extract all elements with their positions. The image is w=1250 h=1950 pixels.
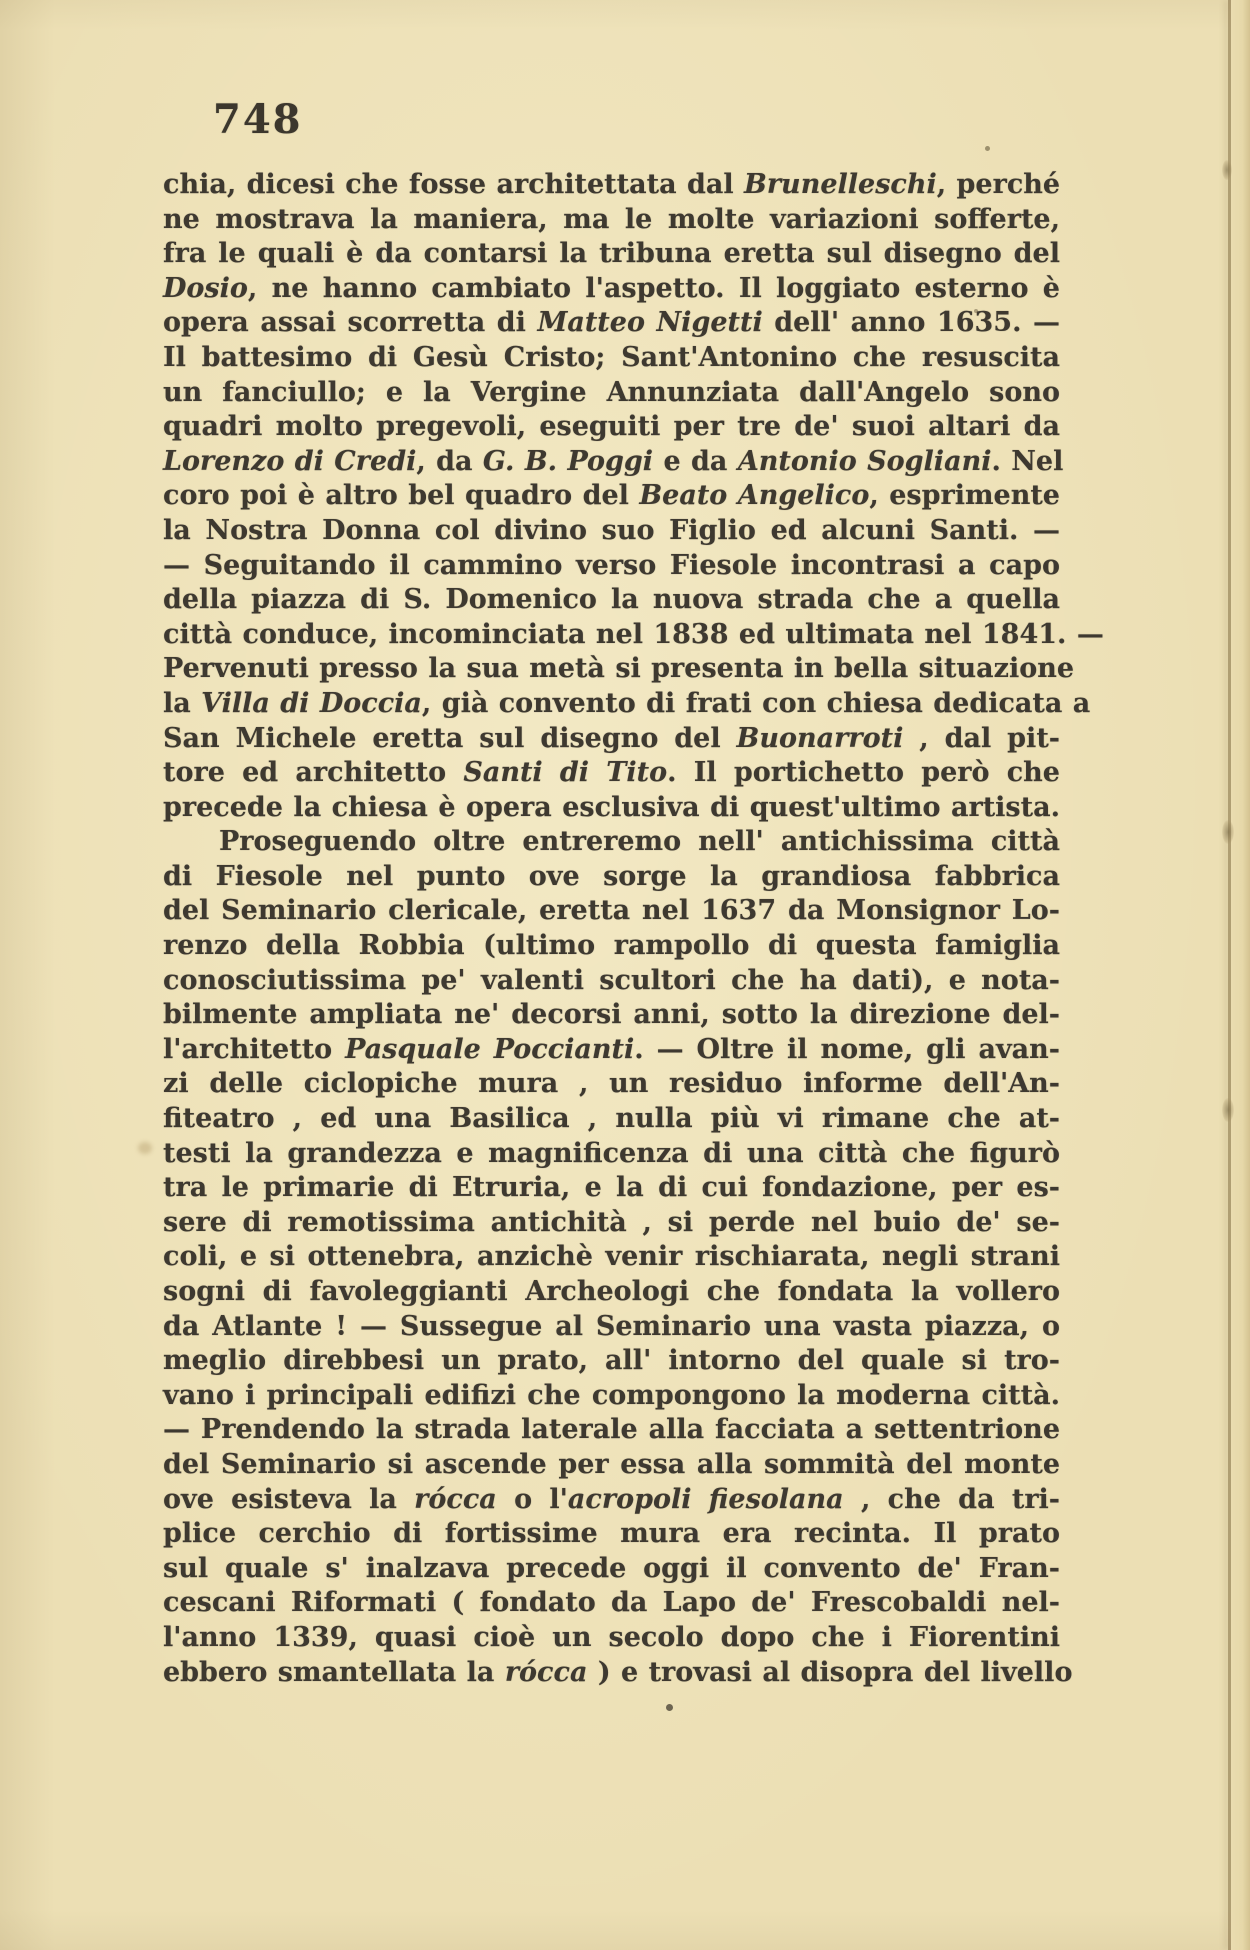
text-line: [163, 1379, 1060, 1414]
text-line: [163, 964, 1060, 999]
body-text: renzo della Robbia (ultimo rampollo di questa famiglia: [163, 930, 1060, 962]
body-text: opera assai scorretta di: [163, 307, 538, 339]
text-line: [163, 1621, 1060, 1656]
body-text: San Michele eretta sul disegno del: [163, 722, 737, 754]
body-text: , esprimente: [869, 480, 1060, 512]
text-line: [163, 652, 1075, 687]
text-line: [163, 1448, 1060, 1483]
body-text: tore ed architetto: [163, 757, 464, 789]
body-text: , che da tri-: [843, 1483, 1061, 1515]
text-line: [163, 479, 1060, 514]
body-text: da Atlante ! — Sussegue al Seminario una vasta piazza, o: [163, 1310, 1060, 1342]
text-line: [163, 306, 1060, 341]
text-line: [163, 791, 1060, 826]
italic-text: Brunelleschi: [744, 169, 937, 200]
text-line: [163, 1344, 1060, 1379]
body-text: , ne hanno cambiato l'aspetto. Il loggiato esterno è: [247, 272, 1060, 304]
body-text: cescani Riformati ( fondato da Lapo de' Frescobaldi nel-: [163, 1587, 1060, 1619]
text-line: [163, 583, 1060, 618]
text-line: [163, 722, 1060, 757]
body-text: ebbero smantellata la: [163, 1656, 505, 1688]
text-line: [163, 1483, 1060, 1518]
body-text: tra le primarie di Etruria, e la di cui fondazione, per es-: [163, 1172, 1060, 1204]
body-text: bilmente ampliata ne' decorsi anni, sotto la direzione del-: [163, 999, 1060, 1031]
body-text: chia, dicesi che fosse architettata dal: [163, 169, 745, 200]
body-text: e da: [653, 445, 738, 477]
body-text: del Seminario clericale, eretta nel 1637 da Monsignor Lo-: [163, 895, 1060, 927]
text-line: [163, 618, 1104, 653]
italic-text: Villa di Doccia: [201, 687, 422, 719]
text-line: [163, 1102, 1060, 1137]
body-text: — Prendendo la strada laterale alla facciata a settentrione: [163, 1414, 1060, 1446]
body-text: ne mostrava la maniera, ma le molte variazioni sofferte,: [163, 203, 1060, 235]
next-page-edge: [1231, 0, 1250, 1950]
text-line: [163, 272, 1060, 307]
text-line: [163, 410, 1060, 445]
body-text: meglio direbbesi un prato, all' intorno del quale si tro-: [163, 1345, 1060, 1377]
italic-text: Buonarroti: [736, 722, 904, 754]
text-line: [163, 1171, 1060, 1206]
text-line: [163, 341, 1060, 376]
text-line: [163, 825, 1060, 860]
text-line: [163, 998, 1060, 1033]
text-line: [163, 1517, 1060, 1552]
body-text: , perché: [936, 169, 1061, 200]
body-text: quadri molto pregevoli, eseguiti per tre de' suoi altari da: [163, 411, 1060, 443]
body-text: sul quale s' inalzava precede oggi il convento de' Fran-: [163, 1552, 1060, 1584]
italic-text: Beato Angelico: [639, 480, 870, 512]
italic-text: Matteo Nigetti: [537, 307, 763, 339]
body-text: ) e trovasi al disopra del livello: [587, 1656, 1073, 1688]
italic-text: Dosio: [163, 272, 248, 304]
text-line: [163, 894, 1060, 929]
body-text: . Nel: [991, 445, 1064, 477]
text-line: [163, 514, 1060, 549]
body-text: coro poi è altro bel quadro del: [163, 480, 640, 512]
body-text: di Fiesole nel punto ove sorge la grandiosa fabbrica: [163, 860, 1060, 892]
body-text: Il battesimo di Gesù Cristo; Sant'Antonino che resuscita: [163, 341, 1060, 373]
italic-text: Antonio Sogliani: [737, 445, 992, 477]
body-text: la Nostra Donna col divino suo Figlio ed alcuni Santi. —: [163, 514, 1060, 546]
paper-smudge: [138, 1142, 152, 1154]
text-line: [163, 1310, 1060, 1345]
body-text: del Seminario si ascende per essa alla sommità del monte: [163, 1448, 1060, 1480]
page-number: 748: [213, 96, 303, 143]
body-text: sogni di favoleggianti Archeologi che fondata la vollero: [163, 1276, 1060, 1307]
body-text: della piazza di S. Domenico la nuova strada che a quella: [163, 584, 1060, 616]
text-line: [163, 168, 1060, 203]
body-text: . Il portichetto però che: [667, 757, 1060, 789]
text-line: [163, 1413, 1060, 1448]
text-line: [163, 549, 1060, 584]
text-line: [163, 1586, 1060, 1621]
text-line: [163, 1033, 1060, 1068]
body-text: zi delle ciclopiche mura , un residuo informe dell'An-: [163, 1068, 1060, 1100]
body-text: città conduce, incominciata nel 1838 ed ultimata nel 1841. —: [163, 618, 1104, 650]
body-text: testi la grandezza e magnificenza di una città che figurò: [163, 1137, 1060, 1169]
italic-text: rócca: [504, 1656, 588, 1688]
body-text: un fanciullo; e la Vergine Annunziata dall'Angelo sono: [163, 376, 1060, 408]
body-text: . — Oltre il nome, gli avan-: [634, 1033, 1060, 1065]
text-line: [163, 756, 1060, 791]
italic-text: Lorenzo di Credi: [163, 445, 417, 477]
body-text: la: [163, 687, 202, 719]
body-text: l'anno 1339, quasi cioè un secolo dopo che i Fiorentini: [163, 1621, 1060, 1653]
section-end-dot: [666, 1704, 673, 1711]
body-text: dell' anno 1635. —: [762, 307, 1061, 339]
text-line: [163, 1275, 1060, 1310]
body-text: fra le quali è da contarsi la tribuna eretta sul disegno del: [163, 238, 1060, 270]
text-line: [163, 1552, 1060, 1587]
body-text: , dal pit-: [903, 722, 1060, 754]
body-text: Pervenuti presso la sua metà si presenta in bella situazione: [163, 653, 1075, 685]
binding-stitch: [1222, 160, 1232, 180]
body-text: vano i principali edifizi che compongono la moderna città.: [163, 1379, 1060, 1411]
text-line: [163, 203, 1060, 238]
italic-text: Santi di Tito: [463, 757, 668, 789]
paper-speck: [974, 309, 978, 313]
body-text: Proseguendo oltre entreremo nell' antichissima città: [219, 826, 1060, 858]
text-line: [163, 860, 1060, 895]
italic-text: Pasquale Poccianti: [345, 1033, 635, 1065]
text-line: [163, 1656, 1073, 1691]
text-line: [163, 445, 1064, 480]
italic-text: rócca: [414, 1483, 497, 1515]
body-text: coli, e si ottenebra, anzichè venir rischiarata, negli strani: [163, 1241, 1060, 1273]
body-text: l'architetto: [163, 1033, 346, 1065]
text-line: [163, 237, 1060, 272]
body-text: — Seguitando il cammino verso Fiesole incontrasi a capo: [163, 549, 1060, 581]
body-text: fiteatro , ed una Basilica , nulla più vi rimane che at-: [163, 1103, 1060, 1135]
body-text: o l': [496, 1483, 568, 1515]
binding-stitch: [1222, 820, 1234, 844]
body-text: conosciutissima pe' valenti scultori che ha dati), e nota-: [163, 964, 1060, 996]
binding-stitch: [1222, 1098, 1234, 1122]
body-text: , già convento di frati con chiesa dedicata a: [421, 687, 1091, 719]
body-text: sere di remotissima antichità , si perde nel buio de' se-: [163, 1206, 1060, 1238]
text-line: [163, 376, 1060, 411]
body-text: , da: [416, 445, 483, 477]
text-line: [163, 929, 1060, 964]
text-line: [163, 687, 1091, 722]
body-text: ove esisteva la: [163, 1483, 415, 1515]
italic-text: G. B. Poggi: [482, 445, 654, 477]
text-line: [163, 1067, 1060, 1102]
text-line: [163, 1240, 1060, 1275]
text-line: [163, 1206, 1060, 1241]
body-text: plice cerchio di fortissime mura era recinta. Il prato: [163, 1518, 1060, 1550]
text-line: [163, 1137, 1060, 1172]
text-block: [163, 168, 1104, 1690]
paper-speck: [985, 146, 990, 151]
body-text: precede la chiesa è opera esclusiva di quest'ultimo artista.: [163, 791, 1060, 823]
italic-text: acropoli fiesolana: [567, 1483, 844, 1515]
